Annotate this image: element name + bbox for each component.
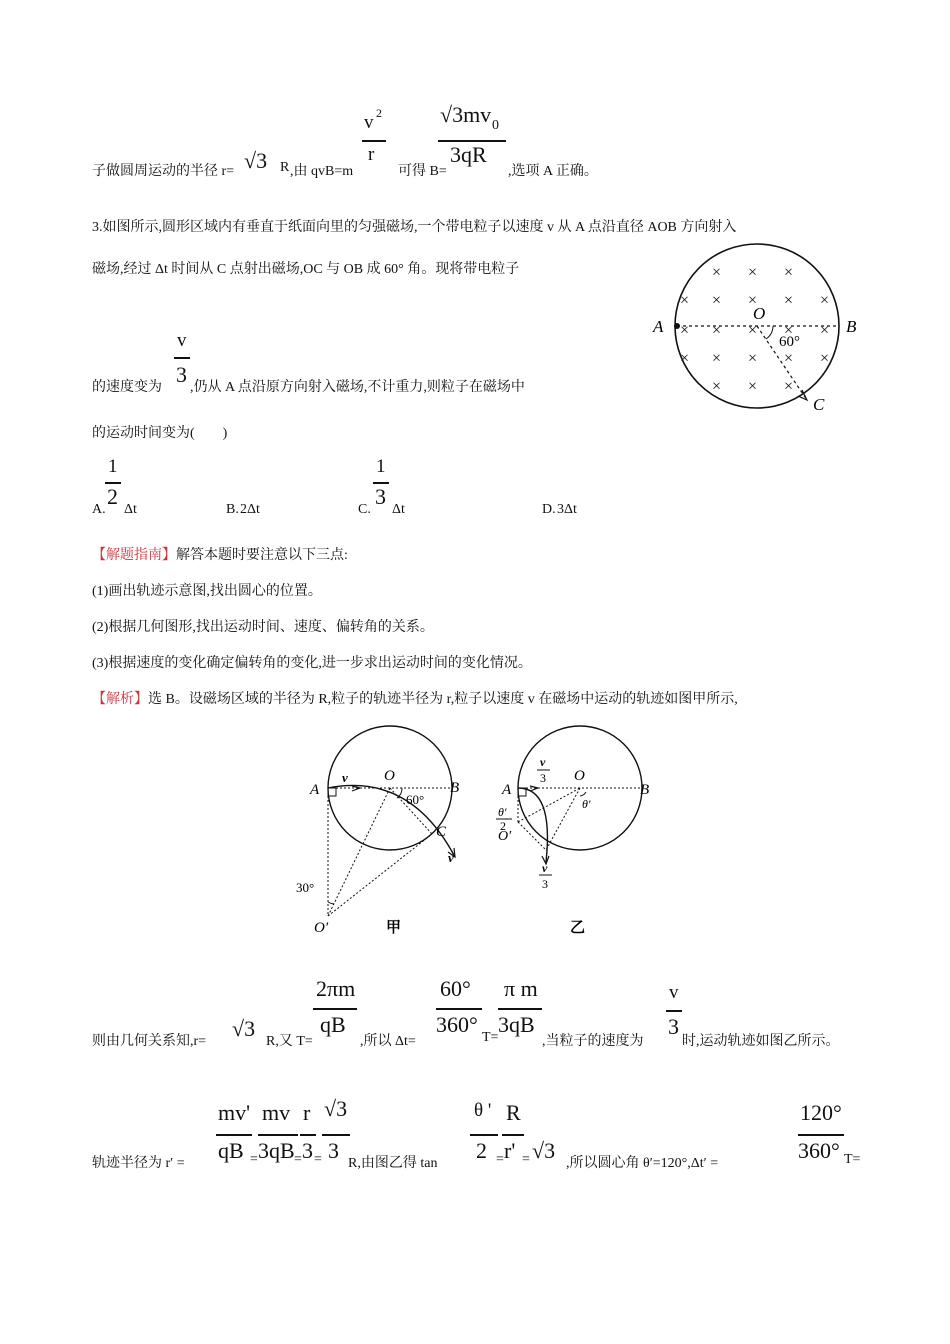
- eq1-sqrt: √3: [232, 1016, 256, 1041]
- option-b-text: 2Δt: [240, 502, 260, 517]
- jia-caption: 甲: [386, 920, 402, 936]
- line1-then: 可得 B=: [398, 164, 447, 179]
- eq2-f5-num: θ ': [474, 1100, 492, 1121]
- eq1-a-den: 360°: [436, 1012, 478, 1037]
- eq1-b-den: 3qB: [498, 1012, 535, 1037]
- guide-point-3: (3)根据速度的变化确定偏转角的变化,进一步求出运动时间的变化情况。: [92, 656, 532, 671]
- field-cross: ×: [712, 350, 722, 367]
- q3-line3-pre: 的速度变为: [92, 380, 162, 395]
- eq1-end: 时,运动轨迹如图乙所示。: [682, 1034, 840, 1049]
- eq2-tail: ,所以圆心角 θ′=120°,Δt′ =: [566, 1156, 719, 1171]
- eq1-a-num: 60°: [440, 976, 471, 1001]
- yi-caption: 乙: [570, 920, 586, 936]
- eq2-t: T=: [844, 1152, 861, 1167]
- eq2-eq1: =: [250, 1152, 258, 1167]
- guide-tag: 【解题指南】: [92, 548, 176, 563]
- field-cross: ×: [784, 264, 794, 281]
- field-cross: ×: [784, 292, 794, 309]
- eq1-b-num: π m: [504, 976, 538, 1001]
- option-b-letter: B.: [226, 502, 239, 517]
- eq2-f2-bar: [258, 1134, 298, 1136]
- option-c-denominator: 3: [375, 484, 386, 509]
- guide-point-1: (1)画出轨迹示意图,找出圆心的位置。: [92, 584, 322, 599]
- q3-line3-post: ,仍从 A 点沿原方向射入磁场,不计重力,则粒子在磁场中: [190, 380, 525, 395]
- eq2-f7-num: 120°: [800, 1100, 842, 1125]
- eq1-a-bar: [436, 1008, 482, 1010]
- eq1-when: ,当粒子的速度为: [542, 1034, 644, 1049]
- label-c: C: [813, 395, 825, 414]
- guide-point-2: (2)根据几何图形,找出运动时间、速度、偏转角的关系。: [92, 620, 434, 635]
- field-cross: ×: [712, 378, 722, 395]
- yi-label-theta: θ′: [582, 797, 591, 811]
- yi-label-o: O: [574, 768, 585, 784]
- option-c-numerator: 1: [376, 456, 386, 477]
- eq2-f1-bar: [216, 1134, 252, 1136]
- frac2-numerator: √3mv: [440, 102, 492, 127]
- eq2-sqrt: √3: [532, 1138, 556, 1163]
- frac1-bar: [362, 140, 386, 142]
- eq1-so: ,所以 Δt=: [360, 1034, 416, 1049]
- angle-arc: [766, 326, 773, 339]
- frac1-exponent: 2: [376, 106, 382, 120]
- option-c-letter: C.: [358, 502, 371, 517]
- yi-label-a: A: [502, 782, 512, 798]
- q3-line2: 磁场,经过 Δt 时间从 C 点射出磁场,OC 与 OB 成 60° 角。现将带电粒子: [92, 262, 520, 277]
- field-cross: ×: [784, 322, 794, 339]
- line1-end: ,选项 A 正确。: [508, 164, 598, 179]
- line1-mid: ,由 qvB=m: [290, 164, 354, 179]
- eq1-pre: 则由几何关系知,r=: [92, 1034, 207, 1049]
- figure-jia: [296, 726, 459, 936]
- field-cross: ×: [712, 264, 722, 281]
- eq1-b-bar: [498, 1008, 542, 1010]
- option-a-letter: A.: [92, 502, 106, 517]
- yi-v3-num: v: [540, 755, 546, 769]
- q3-line4: 的运动时间变为( ): [92, 426, 228, 441]
- jia-label-a: A: [310, 782, 320, 798]
- jia-label-v-exit: v: [448, 850, 454, 865]
- eq2-eq2: =: [294, 1152, 302, 1167]
- yi-v3b-den: 3: [542, 877, 548, 891]
- eq1-v-num: v: [669, 982, 679, 1003]
- option-d-letter: D.: [542, 502, 556, 517]
- eq2-f4-num: √3: [324, 1096, 348, 1121]
- yi-v3-den: 3: [540, 771, 546, 785]
- trajectory-figure: [290, 722, 670, 942]
- eq2-f5-den: 2: [476, 1138, 487, 1163]
- eq2-eq5: =: [496, 1152, 504, 1167]
- jia-label-60: 60°: [406, 792, 425, 807]
- field-cross: ×: [820, 322, 830, 339]
- field-cross: ×: [820, 292, 830, 309]
- q3-frac-denominator: 3: [176, 362, 187, 387]
- jia-label-v: v: [342, 770, 348, 785]
- eq1-t-num: 2πm: [316, 976, 356, 1001]
- line1-unit: R: [280, 160, 290, 175]
- jia-label-30: 30°: [296, 880, 315, 895]
- eq2-f6-bar: [502, 1134, 524, 1136]
- field-cross: ×: [712, 322, 722, 339]
- frac2-denominator: 3qR: [450, 142, 487, 167]
- jia-label-c: C: [436, 824, 447, 840]
- magnetic-field-figure: [645, 240, 870, 420]
- jia-label-o-prime: O′: [314, 920, 329, 936]
- eq2-f4-bar: [322, 1134, 350, 1136]
- eq2-f6-num: R: [506, 1100, 521, 1125]
- eq2-mid: R,由图乙得 tan: [348, 1156, 438, 1171]
- guide-intro: 解答本题时要注意以下三点:: [176, 548, 348, 563]
- eq2-f1-den: qB: [218, 1138, 244, 1163]
- analysis-text: 选 B。设磁场区域的半径为 R,粒子的轨迹半径为 r,粒子以速度 v 在磁场中运动的轨迹如图甲所示,: [148, 692, 738, 707]
- jia-label-b: B: [450, 780, 460, 796]
- eq2-f1-num: mv': [218, 1100, 251, 1125]
- yi-half-num: θ′: [498, 805, 507, 819]
- sqrt3: √3: [244, 148, 268, 173]
- field-cross: ×: [712, 292, 722, 309]
- label-angle: 60°: [779, 334, 800, 350]
- field-cross: ×: [748, 264, 758, 281]
- field-cross: ×: [680, 322, 690, 339]
- field-cross: ×: [680, 350, 690, 367]
- eq2-f6-den: r': [504, 1138, 516, 1163]
- field-cross: ×: [748, 322, 758, 339]
- frac1-denominator: r: [368, 144, 375, 165]
- analysis-tag: 【解析】: [92, 692, 148, 707]
- q3-line1: 3.如图所示,圆形区域内有垂直于纸面向里的匀强磁场,一个带电粒子以速度 v 从 A 点沿直径 AOB 方向射入: [92, 220, 737, 235]
- option-a-numerator: 1: [108, 456, 118, 477]
- option-d-text: 3Δt: [557, 502, 577, 517]
- yi-half-den: 2: [500, 819, 506, 833]
- field-cross: ×: [784, 378, 794, 395]
- frac2-subscript: 0: [492, 118, 499, 133]
- eq1-t-bar: [313, 1008, 357, 1010]
- eq2-pre: 轨迹半径为 r′ =: [92, 1156, 185, 1171]
- field-cross: ×: [748, 292, 758, 309]
- eq1-v-bar: [666, 1010, 682, 1012]
- eq1-v-den: 3: [668, 1014, 679, 1039]
- field-cross: ×: [784, 350, 794, 367]
- eq1-t-den: qB: [320, 1012, 346, 1037]
- eq2-f5-bar: [470, 1134, 498, 1136]
- q3-frac-bar: [174, 357, 190, 359]
- option-a-tail: Δt: [124, 502, 137, 517]
- yi-v3b-num: v: [542, 861, 548, 875]
- q3-frac-numerator: v: [177, 330, 187, 351]
- eq2-f7-bar: [798, 1134, 844, 1136]
- option-c-tail: Δt: [392, 502, 405, 517]
- eq2-f3-den: 3: [302, 1138, 313, 1163]
- field-crosses: [680, 264, 829, 395]
- label-o: O: [753, 304, 766, 323]
- figure-yi: [496, 726, 649, 936]
- eq2-eq3: =: [314, 1152, 322, 1167]
- field-cross: ×: [680, 292, 690, 309]
- eq2-eq6: =: [522, 1152, 530, 1167]
- eq1-t: T=: [482, 1030, 499, 1045]
- field-cross: ×: [748, 378, 758, 395]
- eq2-f2-den: 3qB: [258, 1138, 295, 1163]
- field-cross: ×: [748, 350, 758, 367]
- frac1-numerator: v: [364, 112, 374, 133]
- eq2-f4-den: 3: [328, 1138, 339, 1163]
- eq1-unit: R,又 T=: [266, 1034, 313, 1049]
- label-b: B: [846, 317, 857, 336]
- yi-label-o-prime: O′: [498, 829, 512, 844]
- line1-prefix: 子做圆周运动的半径 r=: [92, 164, 235, 179]
- option-a-denominator: 2: [107, 484, 118, 509]
- eq2-f7-den: 360°: [798, 1138, 840, 1163]
- eq2-f3-bar: [300, 1134, 316, 1136]
- jia-label-o: O: [384, 768, 395, 784]
- eq2-f2-num: mv: [262, 1100, 291, 1125]
- field-cross: ×: [820, 350, 830, 367]
- eq2-f3-num: r: [303, 1100, 311, 1125]
- label-a: A: [653, 317, 664, 336]
- yi-label-b: B: [640, 782, 650, 798]
